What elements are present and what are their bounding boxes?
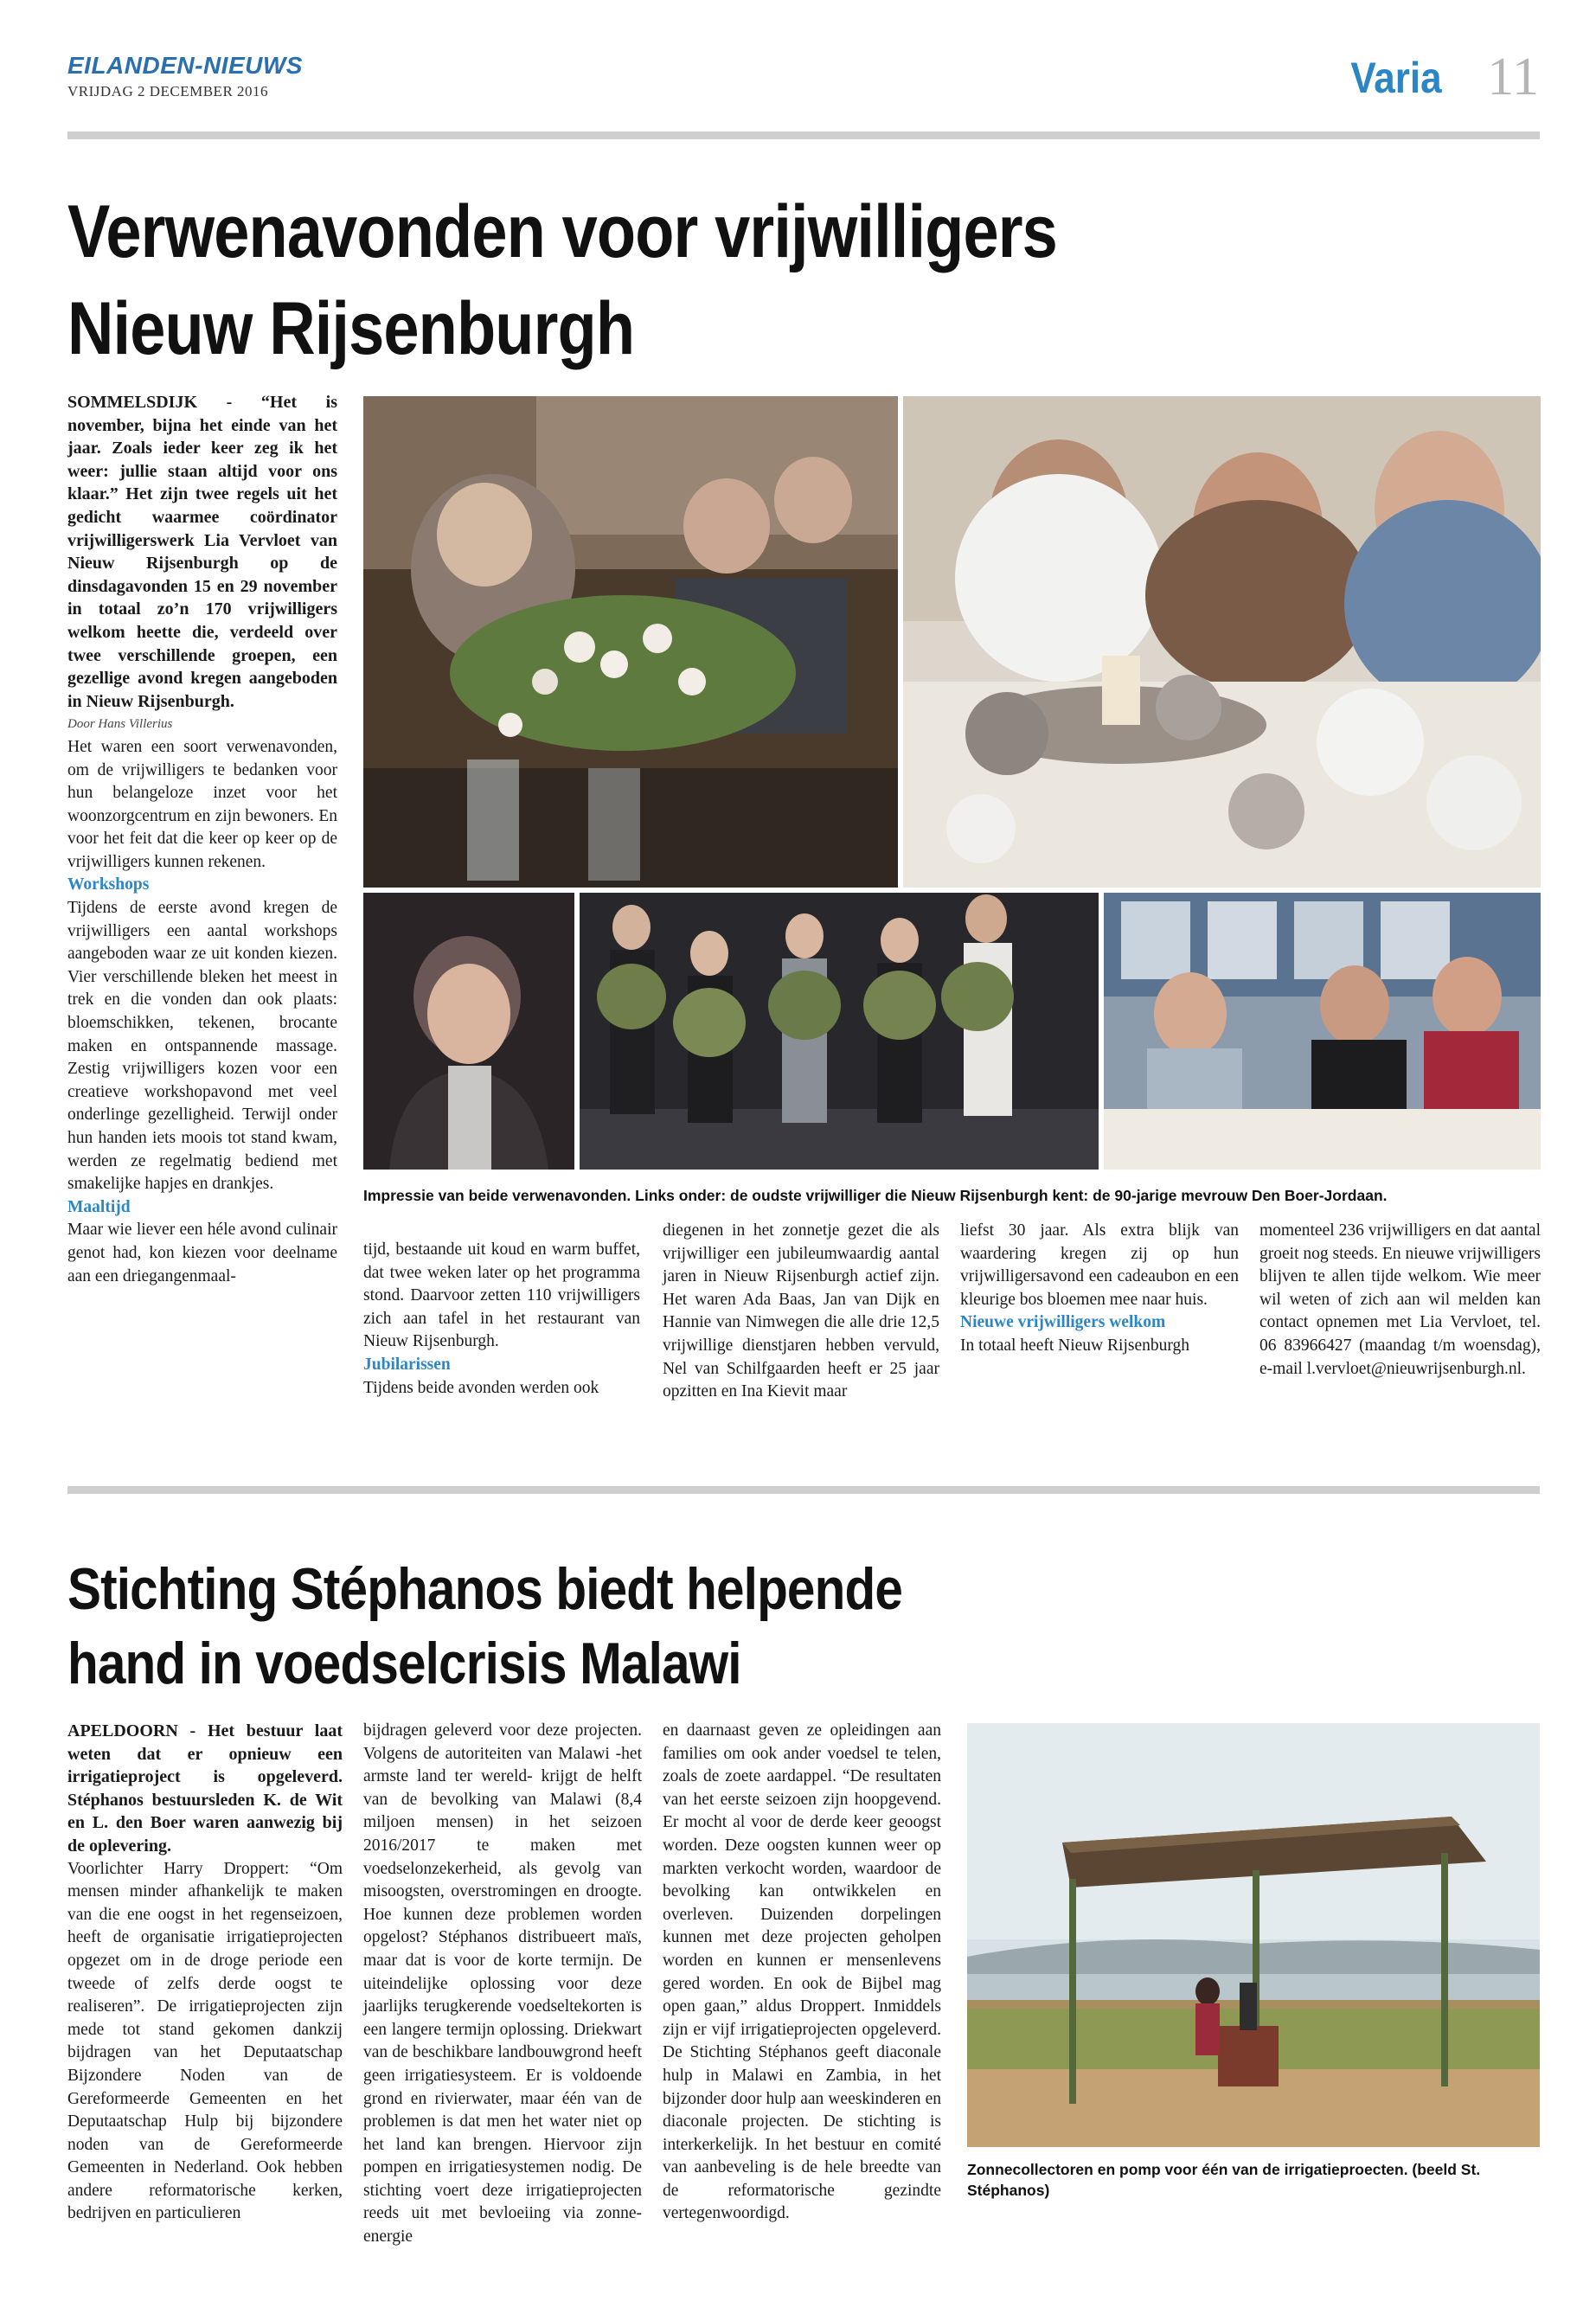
masthead bbox=[67, 54, 303, 100]
top-divider bbox=[67, 131, 1540, 139]
article1-headline bbox=[67, 183, 1057, 377]
article1-lead: SOMMELSDIJK - “Het is november, bijna het einde van het jaar. Zoals ieder keer zeg ik het weer: jullie staan altijd voor ons klaar.” Het zijn twee regels uit het gedicht waarmee coördinator vrijwilligerswerk Lia Vervloet van Nieuw Rijsenburgh op de dinsdagavonden 15 en 29 november in totaal zo’n 170 vrijwilligers welkom heette die, verdeeld over twee verschillende groepen, een gezellige avond kregen aangeboden in Nieuw Rijsenburgh. bbox=[67, 393, 337, 711]
article1-paragraph: momenteel 236 vrijwilligers en dat aantal groeit nog steeds. En nieuwe vrijwilligers blijven te allen tijde welkom. Wie meer wil weten of zich aan wil melden kan contact opnemen met Lia Vervloet, tel. 06 83966427 (maandag t/m woensdag), e-mail l.vervloet@nieuwrijsenburgh.nl. bbox=[1259, 1221, 1541, 1378]
photo-brocante-workshop bbox=[903, 396, 1541, 888]
article2-column-3 bbox=[663, 1720, 941, 2226]
newspaper-logo: EILANDEN-NIEUWS bbox=[67, 52, 303, 79]
article1-paragraph: liefst 30 jaar. Als extra blijk van waardering kregen zij op hun vrijwilligersavond een cadeaubon en een kleurige bos bloemen mee naar huis. bbox=[960, 1221, 1239, 1309]
photo-jubilarians bbox=[580, 893, 1099, 1170]
article1-paragraph: tijd, bestaande uit koud en warm buffet, dat twee weken later op het programma stond. Daarvoor zetten 110 vrijwilligers zich aan tafel in het restaurant van Nieuw Rijsenburgh. bbox=[363, 1240, 640, 1351]
article2-column-2-text bbox=[363, 1720, 642, 2249]
article2-lead: APELDOORN - Het bestuur laat weten dat er opnieuw een irrigatieproject is opgeleverd. Stéphanos bestuursleden K. de Wit en L. den Boer waren aanwezig bij de oplevering. bbox=[67, 1721, 343, 1856]
article1-column-2 bbox=[363, 1239, 640, 1400]
article1-subhead-maaltijd: Maaltijd bbox=[67, 1197, 131, 1216]
flower-workshop-image bbox=[363, 396, 898, 888]
article1-subhead-workshops: Workshops bbox=[67, 875, 150, 894]
jubilarians-image bbox=[580, 893, 1099, 1170]
photo-oldest-volunteer bbox=[363, 893, 574, 1170]
article1-paragraph: In totaal heeft Nieuw Rijsenburgh bbox=[960, 1336, 1189, 1355]
article1-column-1 bbox=[67, 391, 337, 1288]
article1-headline-line1: Verwenavonden voor vrijwilligers bbox=[67, 190, 1057, 273]
article1-photo-caption: Impressie van beide verwenavonden. Links onder: de oudste vrijwilliger die Nieuw Rijsenburgh kent: de 90-jarige mevrouw Den Boer-Jordaan. bbox=[363, 1187, 1388, 1204]
article1-paragraph: Tijdens beide avonden werden ook bbox=[363, 1378, 599, 1397]
article1-column-5 bbox=[1259, 1220, 1541, 1381]
solar-irrigation-image bbox=[967, 1723, 1540, 2147]
article1-subhead-jubilarissen: Jubilarissen bbox=[363, 1355, 451, 1374]
article1-column-3 bbox=[663, 1220, 939, 1404]
article2-paragraph: Voorlichter Harry Droppert: “Om mensen minder afhankelijk te maken van die ene oogst in het regenseizoen, heeft de organisatie irrigatieprojecten opgezet om in de droge periode een tweede of zelfs derde oogst te realiseren”. De irrigatieprojecten zijn mede tot stand gekomen dankzij bijdragen van het Deputaatschap Bijzondere Noden van de Gereformeerde Gemeenten en het Deputaatschap Hulp bij bijzondere noden van de Gereformeerde Gemeenten in Nederland. Ook hebben andere reformatorische kerken, bedrijven en particulieren bbox=[67, 1859, 343, 2223]
article-divider bbox=[67, 1486, 1540, 1494]
article2-paragraph: bijdragen geleverd voor deze projecten. Volgens de autoriteiten van Malawi -het armste land ter wereld- krijgt de helft van de bevolking van Malawi (8,4 miljoen mensen) in het seizoen 2016/2017 te maken met voedselonzekerheid, als gevolg van misoogsten, overstromingen en droogte. Hoe kunnen deze problemen worden opgelost? Stéphanos distribueert maïs, maar dat is voor de korte termijn. De uiteindelijke oplossing voor deze jaarlijks terugkerende voedseltekorten is een langere termijn oplossing. Driekwart van de beschikbare landbouwgrond heeft geen irrigatiesysteem. Er is voldoende grond en rivierwater, maar één van de problemen is dat men het water niet op het land kan brengen. Hiervoor zijn pompen en irrigatiesystemen nodig. De stichting voert deze irrigatieprojecten reeds uit met bevloeiing via zonne-energie bbox=[363, 1721, 642, 2247]
photo-restaurant-evening bbox=[1104, 893, 1541, 1170]
restaurant-evening-image bbox=[1104, 893, 1541, 1170]
article2-headline-line2: hand in voedselcrisis Malawi bbox=[67, 1631, 741, 1696]
article2-column-1 bbox=[67, 1720, 343, 2226]
article2-paragraph: en daarnaast geven ze opleidingen aan families om ook ander voedsel te telen, zoals de zoete aardappel. “De resultaten van het eerste seizoen zijn hoopgevend. Er mocht al voor de derde keer geoogst worden. Deze oogsten kunnen weer op markten verkocht worden, waardoor de bevolking kan ontwikkelen en overleven. Duizenden dorpelingen kunnen met deze projecten geholpen worden en kunnen er mensenlevens gered worden. En ook de Bijbel mag open gaan,” aldus Droppert. Inmiddels zijn er vijf irrigatieprojecten opgeleverd. De Stichting Stéphanos geeft diaconale hulp in Malawi en Zambia, in het bijzonder door hulp aan weeskinderen en diaconale projecten. De stichting is interkerkelijk. In het bestuur en comité van aanbeveling is de hele breedte van de reformatorische gezindte vertegenwoordigd. bbox=[663, 1721, 941, 2223]
article2-headline bbox=[67, 1552, 902, 1701]
article1-column-4 bbox=[960, 1220, 1239, 1358]
oldest-volunteer-image bbox=[363, 893, 574, 1170]
page-number: 11 bbox=[1487, 48, 1539, 106]
brocante-workshop-image bbox=[903, 396, 1541, 888]
article2-photo-caption: Zonnecollectoren en pomp voor één van de irrigatieproecten. (beeld St. Stéphanos) bbox=[967, 2161, 1481, 2199]
article1-paragraph: Tijdens de eerste avond kregen de vrijwilligers een aantal workshops aangeboden waar ze uit konden kiezen. Vier verschillende bleken het meest in trek en die vonden dan ook plaats: bloemschikken, tekenen, brocante maken en ontspannende massage. Zestig vrijwilligers kozen voor een creatieve workshopavond met veel onderlinge gezelligheid. Terwijl onder hun handen iets moois tot stand kwam, werden ze regelmatig bediend met smakelijke hapjes en drankjes. bbox=[67, 899, 337, 1194]
article2-headline-line1: Stichting Stéphanos biedt helpende bbox=[67, 1556, 902, 1622]
issue-date: VRIJDAG 2 DECEMBER 2016 bbox=[67, 83, 269, 99]
article1-subhead-nieuwe-vrijwilligers: Nieuwe vrijwilligers welkom bbox=[960, 1313, 1166, 1332]
section-title: Varia bbox=[1350, 54, 1442, 102]
photo-solar-irrigation bbox=[967, 1723, 1540, 2147]
article1-paragraph: Maar wie liever een héle avond culinair genot had, kon kiezen voor deelname aan een driegangenmaal- bbox=[67, 1221, 337, 1285]
photo-flower-workshop bbox=[363, 396, 898, 888]
article1-paragraph: diegenen in het zonnetje gezet die als vrijwilliger een jubileumwaardig aantal jaren in Nieuw Rijsenburgh actief zijn. Het waren Ada Baas, Jan van Dijk en Hannie van Nimwegen die alle drie 12,5 vrijwillige dienstjaren hebben vervuld, Nel van Schilfgaarden heeft er 25 jaar opzitten en Ina Kievit maar bbox=[663, 1221, 939, 1401]
article1-headline-line2: Nieuw Rijsenburgh bbox=[67, 287, 635, 370]
article1-byline: Door Hans Villerius bbox=[67, 717, 173, 732]
article1-paragraph: Het waren een soort verwenavonden, om de vrijwilligers te bedanken voor hun belangeloze inzet voor het woonzorgcentrum en zijn bewoners. En voor het feit dat die keer op keer op de vrijwilligers kunnen rekenen. bbox=[67, 737, 337, 871]
